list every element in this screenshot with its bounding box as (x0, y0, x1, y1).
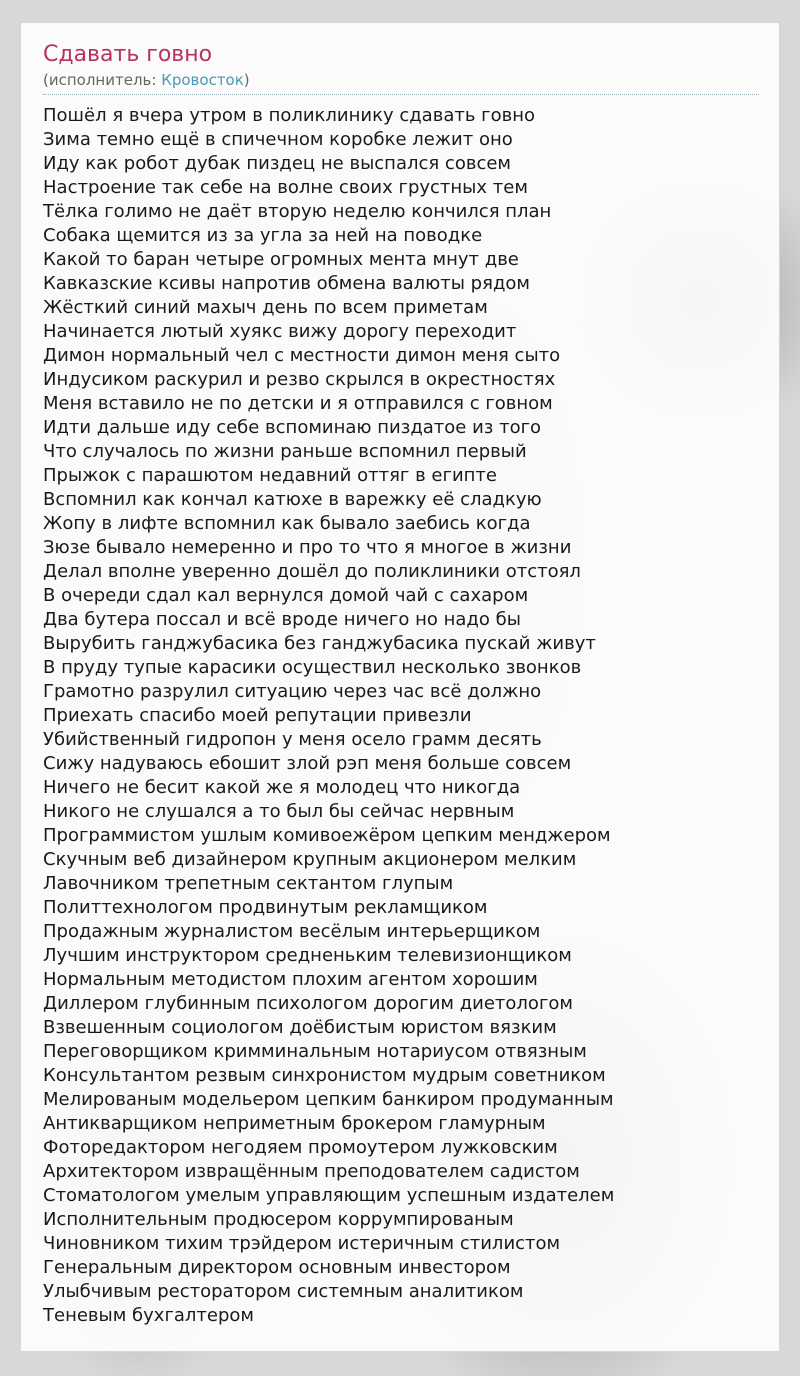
lyric-line: Стоматологом умелым управляющим успешным издателем (43, 1185, 615, 1206)
lyric-line: Прыжок с парашютом недавний оттяг в египте (43, 465, 497, 486)
lyric-line: Теневым бухгалтером (43, 1305, 255, 1326)
lyric-line: Убийственный гидропон у меня осело грамм десять (43, 729, 542, 750)
lyric-line: Чиновником тихим трэйдером истеричным стилистом (43, 1233, 561, 1254)
lyric-line: Скучным веб дизайнером крупным акционером мелким (43, 849, 577, 870)
lyric-line: Грамотно разрулил ситуацию через час всё должно (43, 681, 542, 702)
performer-suffix: ) (243, 71, 250, 89)
lyric-line: Жопу в лифте вспомнил как бывало заебись когда (43, 513, 531, 534)
lyric-line: Вырубить ганджубасика без ганджубасика пускай живут (43, 633, 596, 654)
lyric-line: Продажным журналистом весёлым интерьерщиком (43, 921, 541, 942)
lyric-line: Иду как робот дубак пиздец не выспался совсем (43, 153, 511, 174)
lyric-line: Меня вставило не по детски и я отправился с говном (43, 393, 553, 414)
lyric-line: Диллером глубинным психологом дорогим диетологом (43, 993, 573, 1014)
lyric-line: Два бутера поссал и всё вроде ничего но надо бы (43, 609, 521, 630)
performer-link[interactable]: Кровосток (161, 71, 244, 89)
lyric-line: В очереди сдал кал вернулся домой чай с сахаром (43, 585, 529, 606)
lyric-line: Начинается лютый хуякс вижу дорогу переходит (43, 321, 517, 342)
lyric-line: Консультантом резвым синхронистом мудрым советником (43, 1065, 606, 1086)
lyric-line: Собака щемится из за угла за ней на поводке (43, 225, 483, 246)
lyric-line: В пруду тупые карасики осуществил несколько звонков (43, 657, 582, 678)
lyric-line: Никого не слушался а то был бы сейчас нервным (43, 801, 515, 822)
lyric-line: Что случалось по жизни раньше вспомнил первый (43, 441, 527, 462)
lyric-line: Исполнительным продюсером коррумпированым (43, 1209, 514, 1230)
song-title: Сдавать говно (43, 42, 213, 67)
lyric-line: Ничего не бесит какой же я молодец что никогда (43, 777, 521, 798)
lyric-line: Лучшим инструктором средненьким телевизионщиком (43, 945, 572, 966)
performer-prefix: (исполнитель: (43, 71, 162, 89)
lyric-line: Политтехнологом продвинутым рекламщиком (43, 897, 488, 918)
lyric-line: Индусиком раскурил и резво скрылся в окрестностях (43, 369, 556, 390)
lyrics-text (43, 104, 757, 1328)
performer-line (43, 70, 759, 95)
lyric-line: Зима темно ещё в спичечном коробке лежит оно (43, 129, 513, 150)
lyric-line: Настроение так себе на волне своих грустных тем (43, 177, 528, 198)
lyric-line: Пошёл я вчера утром в поликлинику сдавать говно (43, 105, 536, 126)
lyric-line: Архитектором извращённым преподователем садистом (43, 1161, 580, 1182)
lyric-line: Антикварщиком неприметным брокером гламурным (43, 1113, 546, 1134)
lyric-line: Делал вполне уверенно дошёл до поликлиники отстоял (43, 561, 581, 582)
lyric-line: Какой то баран четыре огромных мента мнут две (43, 249, 519, 270)
lyric-line: Взвешенным социологом доёбистым юристом вязким (43, 1017, 557, 1038)
lyric-line: Нормальным методистом плохим агентом хорошим (43, 969, 538, 990)
lyric-line: Программистом ушлым комивоежёром цепким менджером (43, 825, 611, 846)
lyric-line: Жёсткий синий махыч день по всем приметам (43, 297, 488, 318)
lyric-line: Тёлка голимо не даёт вторую неделю кончился план (43, 201, 552, 222)
lyric-line: Вспомнил как кончал катюхе в варежку её сладкую (43, 489, 542, 510)
lyric-line: Лавочником трепетным сектантом глупым (43, 873, 454, 894)
lyric-line: Идти дальше иду себе вспоминаю пиздатое из того (43, 417, 542, 438)
lyric-line: Кавказские ксивы напротив обмена валюты рядом (43, 273, 530, 294)
lyric-line: Переговорщиком кримминальным нотариусом отвязным (43, 1041, 587, 1062)
lyric-line: Фоторедактором негодяем промоутером лужковским (43, 1137, 558, 1158)
lyric-line: Димон нормальный чел с местности димон меня сыто (43, 345, 561, 366)
lyric-line: Улыбчивым ресторатором системным аналитиком (43, 1281, 524, 1302)
lyric-line: Сижу надуваюсь ебошит злой рэп меня больше совсем (43, 753, 572, 774)
lyric-line: Генеральным директором основным инвестором (43, 1257, 511, 1278)
lyrics-card (20, 22, 780, 1352)
lyric-line: Зюзе бывало немеренно и про то что я многое в жизни (43, 537, 572, 558)
lyric-line: Приехать спасибо моей репутации привезли (43, 705, 472, 726)
lyric-line: Мелированым модельером цепким банкиром продуманным (43, 1089, 614, 1110)
